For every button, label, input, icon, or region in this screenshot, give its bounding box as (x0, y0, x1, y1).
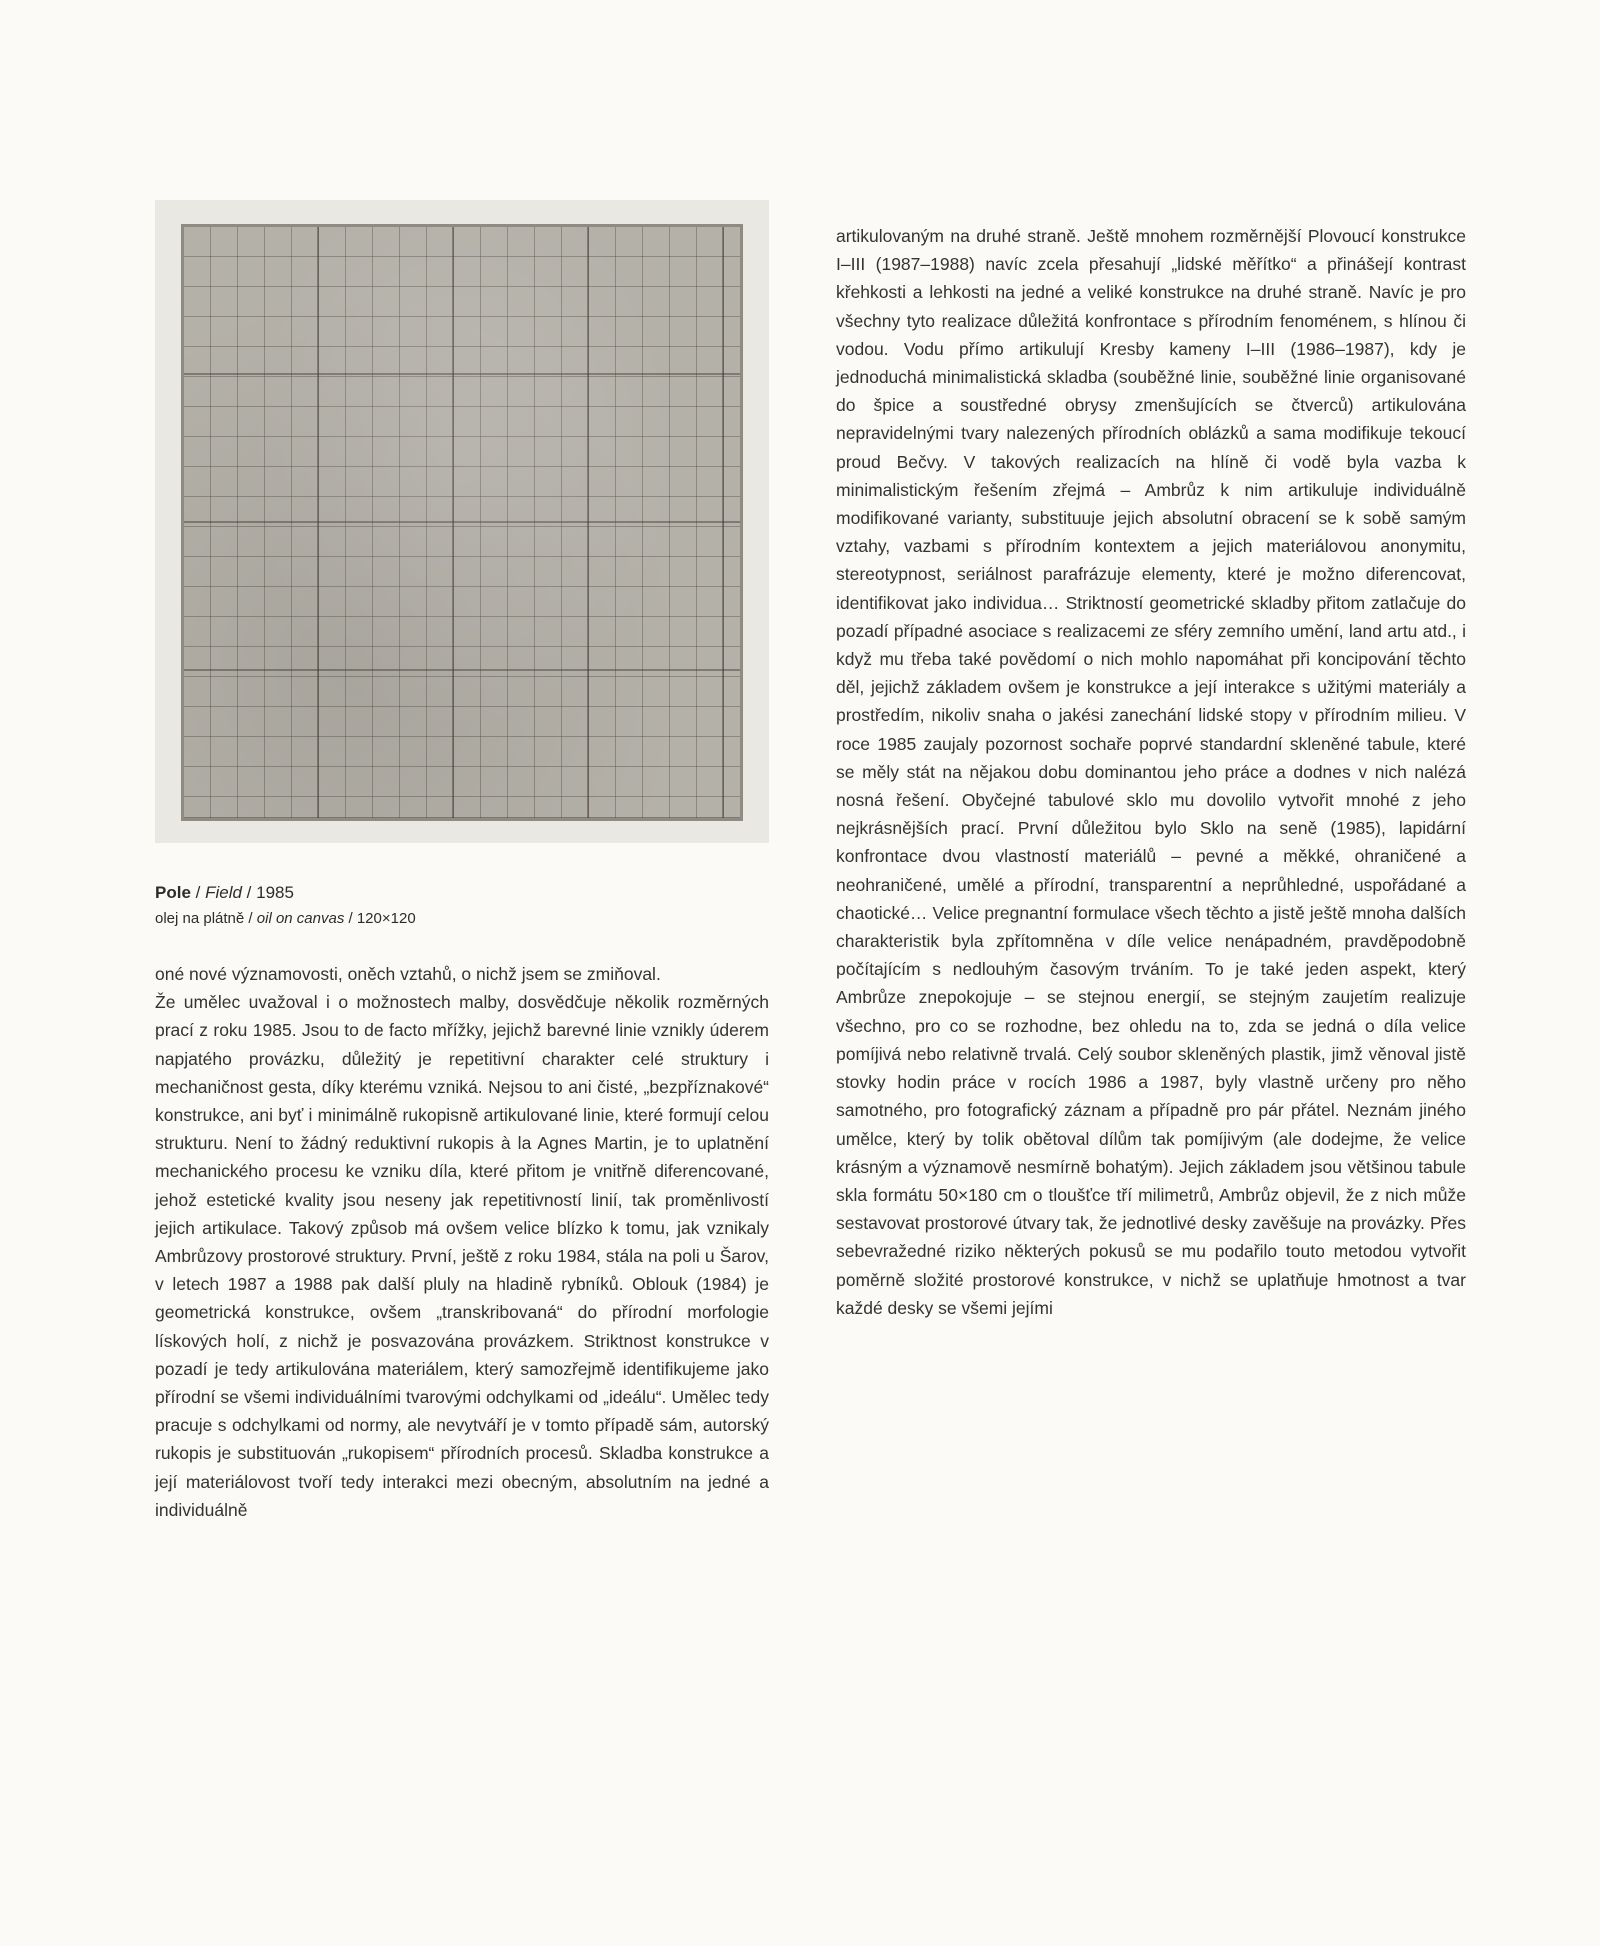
caption-separator: / (244, 910, 257, 927)
artwork-caption (155, 881, 769, 930)
paragraph: oné nové významovosti, oněch vztahů, o nichž jsem se zmiňoval. (155, 964, 661, 984)
artwork-photo (155, 200, 769, 843)
caption-medium-line (155, 908, 769, 930)
artwork-figure (155, 200, 769, 930)
artwork-title: Pole (155, 883, 191, 902)
caption-separator: / (241, 883, 257, 902)
paragraph: artikulovaným na druhé straně. Ještě mnohem rozměrnější Plovoucí konstrukce I–III (1987–1988) navíc zcela přesahují „lidské měřítko“ a přinášejí kontrast křehkosti a lehkosti na jedné a veliké konstrukce na druhé straně. Navíc je pro všechny tyto realizace důležitá konfrontace s přírodním fenoménem, s hlínou či vodou. Vodu přímo artikulují Kresby kameny I–III (1986–1987), kdy je jednoduchá minimalistická skladba (souběžné linie, souběžné linie organisované do špice a soustředné obrysy zmenšujících se čtverců) artikulována nepravidelnými tvary nalezených přírodních oblázků a sama modifikuje tekoucí proud Bečvy. V takových realizacích na hlíně či vodě byla vazba k minimalistickým řešením zřejmá – Ambrůz k nim artikuluje individuálně modifikované varianty, substituuje jejich absolutní obracení se k sobě samým vztahy, vazbami s přírodním kontextem a jejich materiálovou anonymitu, stereotypnost, seriálnost parafrázuje elementy, které je možno diferencovat, identifikovat jako individua… Striktností geometrické skladby přitom zatlačuje do pozadí případné asociace s realizacemi ze sféry zemního umění, land artu atd., i když mu třeba také povědomí o nich mohlo napomáhat při koncipování těchto děl, jejichž základem ovšem je konstrukce a její interakce s užitými materiály a prostředím, nikoliv snaha o jakési zanechání lidské stopy v přírodním milieu. V roce 1985 zaujaly pozornost sochaře poprvé standardní skleněné tabule, které se měly stát na nějakou dobu dominantou jeho práce a dodnes v nich nalézá nosná řešení. Obyčejné tabulové sklo mu dovolilo vytvořit mnohé z jeho nejkrásnějších prací. První důležitou bylo Sklo na seně (1985), lapidární konfrontace dvou vlastností materiálů – pevné a měkké, ohraničené a neohraničené, umělé a přírodní, transparentní a neprůhledné, uspořádané a chaotické… Velice pregnantní formulace všech těchto a jistě ještě mnoha dalších charakteristik byla zpřítomněna v díle velice nenápadném, pravděpodobně počítajícím s nedlouhým časovým trváním. To je také jeden aspekt, který Ambrůze znepokojuje – se stejnou energií, se stejným zaujetím realizuje všechno, pro co se rozhodne, bez ohledu na to, zda se jedná o díla velice pomíjivá nebo relativně trvalá. Celý soubor skleněných plastik, jimž věnoval jistě stovky hodin práce v rocích 1986 a 1987, byly vlastně určeny pro něho samotného, pro fotografický záznam a případně pro pár přátel. Neznám jiného umělce, který by tolik obětoval dílům tak pomíjivým (ale dodejme, že velice krásným a významově nesmírně bohatým). Jejich základem jsou většinou tabule skla formátu 50×180 cm o tloušťce tří milimetrů, Ambrůz objevil, že z nich může sestavovat prostorové útvary tak, že jednotlivé desky zavěšuje na provázky. Přes sebevražedné riziko některých pokusů se mu podařilo touto metodou vytvořit poměrně složité prostorové konstrukce, v nichž se uplatňuje hmotnost a tvar každé desky se všemi jejími (836, 226, 1466, 1318)
right-column (836, 222, 1466, 1322)
artwork-medium-english: oil on canvas (256, 910, 345, 927)
left-column-text (155, 960, 769, 1524)
artwork-title-english: Field (205, 883, 242, 902)
caption-title-line (155, 881, 769, 905)
paragraph: Že umělec uvažoval i o možnostech malby, dosvědčuje několik rozměrných prací z roku 1985. Jsou to de facto mřížky, jejichž barevné linie vznikly úderem napjatého provázku, důležitý je repetitivní charakter celé struktury i mechaničnost gesta, díky kterému vzniká. Nejsou to ani čisté, „bezpříznakové“ konstrukce, ani byť i minimálně rukopisně artikulované linie, které formují celou strukturu. Není to žádný reduktivní rukopis à la Agnes Martin, je to uplatnění mechanického procesu ke vzniku díla, které přitom je vnitřně diferencované, jehož estetické kvality jsou neseny jak repetitivností linií, tak proměnlivostí jejich artikulace. Takový způsob má ovšem velice blízko k tomu, jak vznikaly Ambrůzovy prostorové struktury. První, ještě z roku 1984, stála na poli u Šarov, v letech 1987 a 1988 pak další pluly na hladině rybníků. Oblouk (1984) je geometrická konstrukce, ovšem „transkribovaná“ do přírodní morfologie lískových holí, z nichž je posvazována provázkem. Striktnost konstrukce v pozadí je tedy artikulována materiálem, který samozřejmě identifikujeme jako přírodní se všemi individuálními tvarovými odchylkami od „ideálu“. Umělec tedy pracuje s odchylkami od normy, ale nevytváří je v tomto případě sám, autorský rukopis je substituován „rukopisem“ přírodních procesů. Skladba konstrukce a její materiálovost tvoří tedy interakci mezi obecným, absolutním na jedné a individuálně (155, 992, 769, 1520)
artwork-painting-grid (181, 224, 743, 821)
caption-separator: / (190, 883, 206, 902)
artwork-medium-czech: olej na plátně (155, 910, 245, 927)
right-column-text (836, 222, 1466, 1322)
artwork-year: 1985 (256, 883, 294, 902)
artwork-dimensions: 120×120 (356, 910, 416, 927)
caption-separator: / (344, 910, 357, 927)
left-column (155, 200, 769, 1524)
